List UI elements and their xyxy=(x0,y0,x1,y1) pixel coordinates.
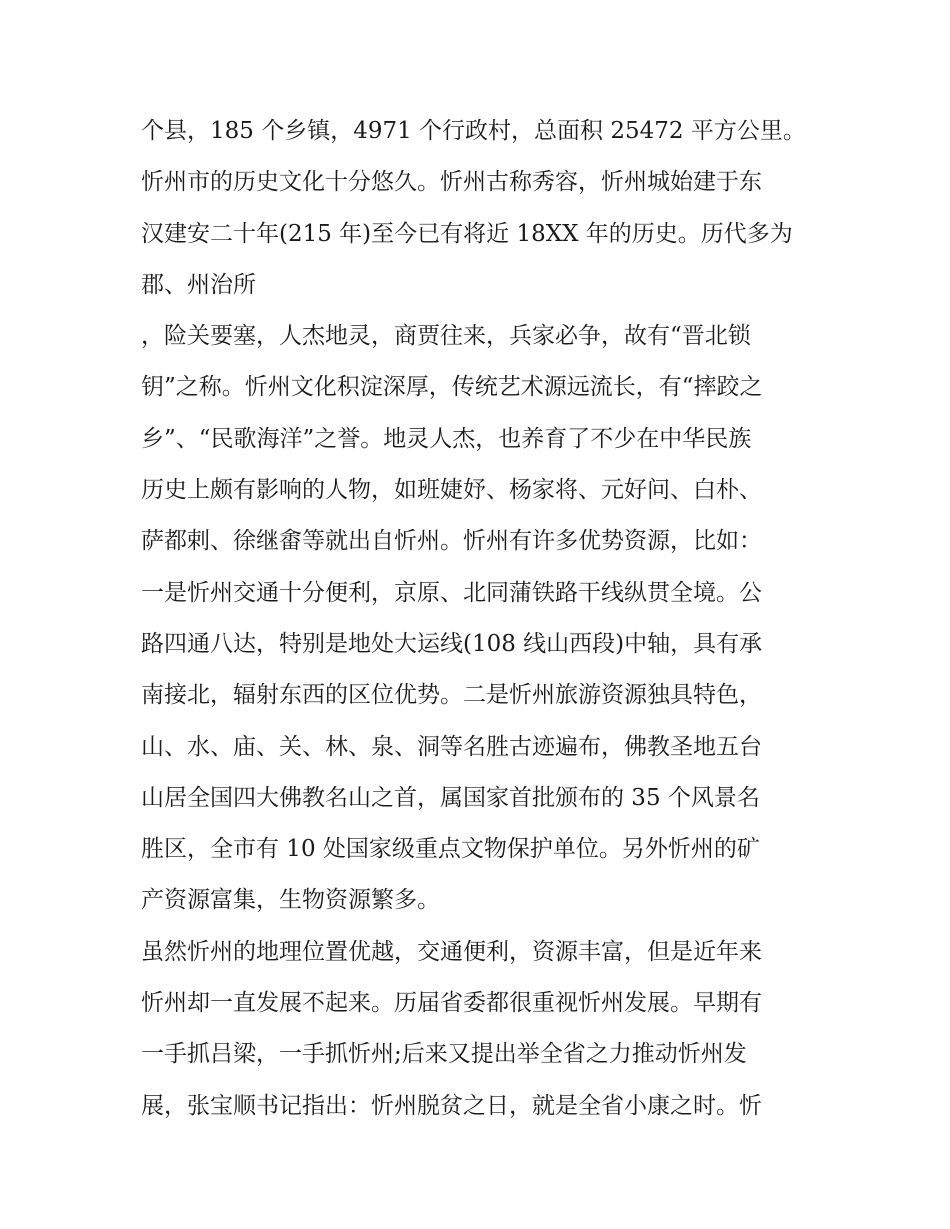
text-line: 山、水、庙、关、林、泉、洞等名胜古迹遍布，佛教圣地五台 xyxy=(141,733,762,760)
body-text xyxy=(141,106,821,1132)
text-line: ，险关要塞，人杰地灵，商贾往来，兵家必争，故有“晋北锁 xyxy=(141,323,751,350)
text-line: 萨都剌、徐继畬等就出自忻州。忻州有许多优势资源，比如： xyxy=(141,528,762,555)
text-line: 钥”之称。忻州文化积淀深厚，传统艺术源远流长，有“摔跤之 xyxy=(141,374,763,401)
text-line: 一手抓吕梁，一手抓忻州;后来又提出举全省之力推动忻州发 xyxy=(141,1041,747,1068)
text-line: 乡”、“民歌海洋”之誉。地灵人杰，也养育了不少在中华民族 xyxy=(141,425,752,452)
text-line: 忻州却一直发展不起来。历届省委都很重视忻州发展。早期有 xyxy=(141,990,762,1017)
text-line: 个县，185 个乡镇，4971 个行政村，总面积 25472 平方公里。 xyxy=(141,118,806,144)
text-line: 忻州市的历史文化十分悠久。忻州古称秀容，忻州城始建于东 xyxy=(141,169,762,196)
text-line: 展，张宝顺书记指出：忻州脱贫之日，就是全省小康之时。忻 xyxy=(141,1092,762,1119)
text-line: 汉建安二十年(215 年)至今已有将近 18XX 年的历史。历代多为 xyxy=(141,220,793,247)
text-line: 路四通八达，特别是地处大运线(108 线山西段)中轴，具有承 xyxy=(141,630,763,657)
text-line: 历史上颇有影响的人物，如班婕妤、杨家将、元好问、白朴、 xyxy=(141,477,762,504)
text-line: 一是忻州交通十分便利，京原、北同蒲铁路干线纵贯全境。公 xyxy=(141,579,762,606)
text-line: 胜区，全市有 10 处国家级重点文物保护单位。另外忻州的矿 xyxy=(141,836,760,863)
text-line: 南接北，辐射东西的区位优势。二是忻州旅游资源独具特色， xyxy=(141,682,762,709)
text-line: 山居全国四大佛教名山之首，属国家首批颁布的 35 个风景名 xyxy=(141,784,760,811)
text-line: 产资源富集，生物资源繁多。 xyxy=(141,887,440,914)
text-line: 郡、州治所 xyxy=(141,271,256,298)
text-line: 虽然忻州的地理位置优越，交通便利，资源丰富，但是近年来 xyxy=(141,938,762,965)
